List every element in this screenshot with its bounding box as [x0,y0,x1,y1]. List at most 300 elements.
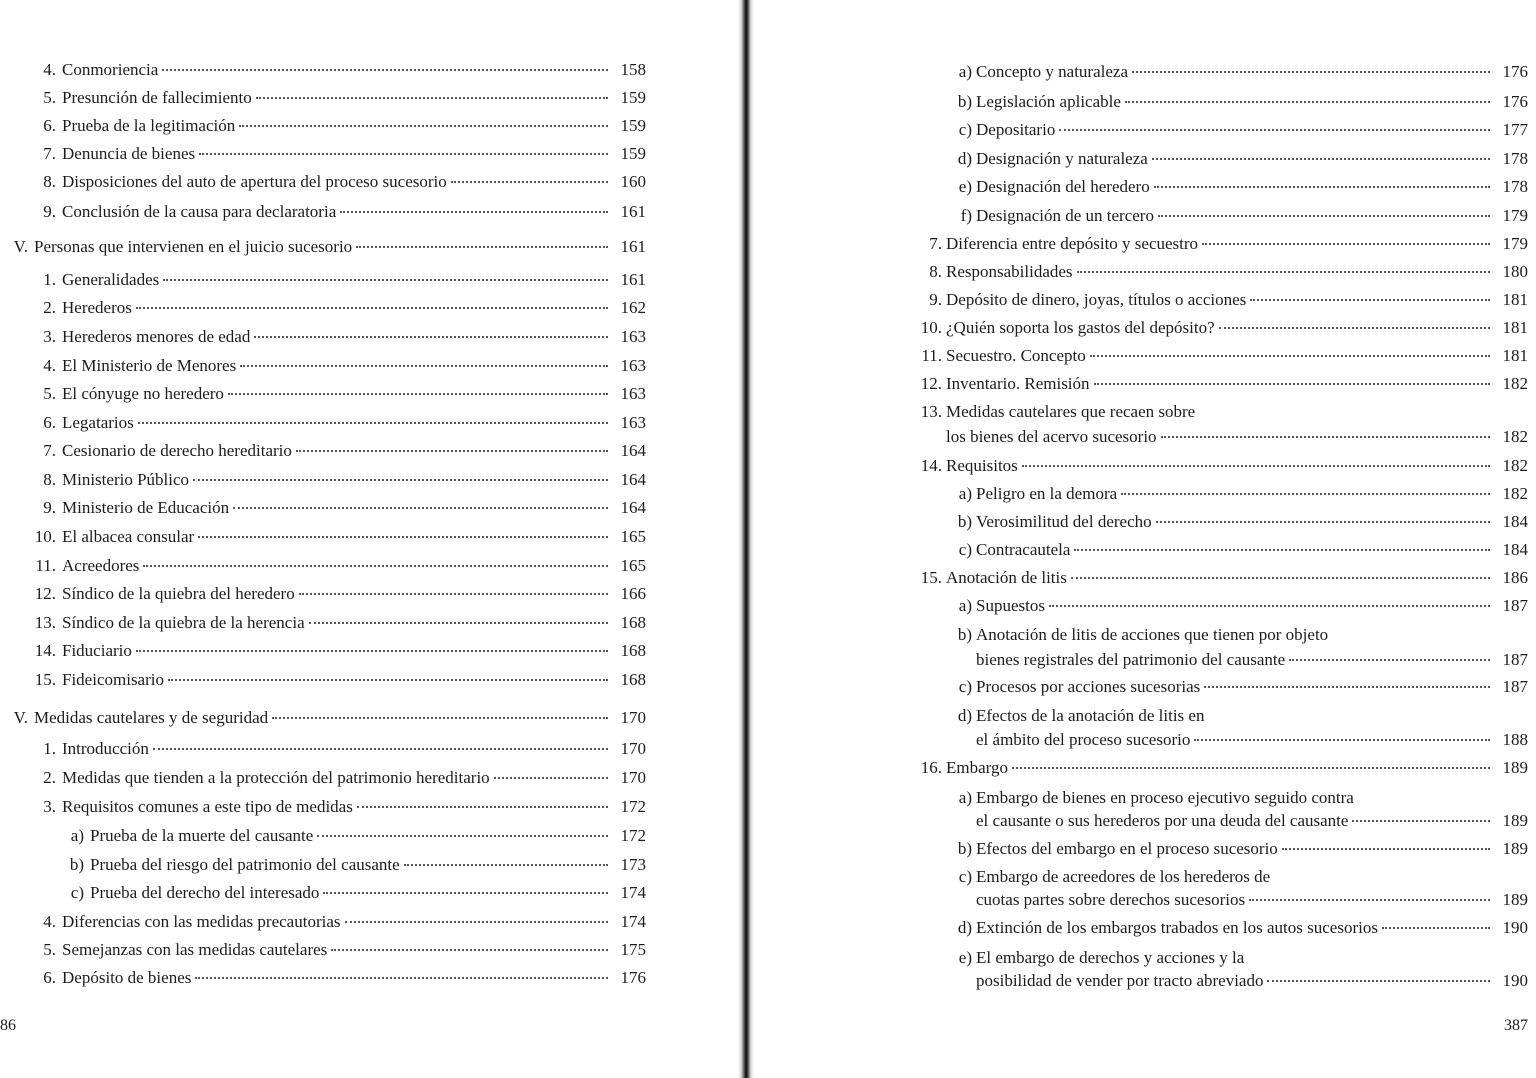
dot-leader [1152,158,1490,160]
toc-page-number: 181 [1502,318,1528,337]
toc-entry-number: f) [960,206,972,225]
toc-entry [62,527,646,547]
dot-leader [1077,271,1490,273]
toc-entry-number: 6. [43,116,56,135]
toc-page-number: 163 [620,384,646,403]
toc-entry-number: 10. [920,318,942,337]
toc-page-number: 179 [1502,234,1528,253]
toc-entry [946,290,1528,310]
toc-entry [62,470,646,490]
toc-page-number: 162 [620,298,646,317]
toc-entry [976,512,1528,532]
toc-page-number: 182 [1502,484,1528,503]
toc-entry-title: Generalidades [62,270,160,289]
toc-entry-title: Secuestro. Concepto [946,346,1086,365]
dot-leader [228,393,608,395]
dot-leader [1090,355,1490,357]
dot-leader [198,536,608,538]
toc-page-number: 168 [620,613,646,632]
toc-entry-number: b) [957,92,972,111]
toc-entry [976,918,1528,938]
toc-entry-title: Prueba del derecho del interesado [90,883,320,902]
dot-leader [193,479,608,481]
dot-leader [356,246,608,248]
dot-leader [1059,129,1490,131]
toc-entry-title: Introducción [62,739,149,758]
toc-entry-title: Requisitos comunes a este tipo de medidas [62,797,353,816]
toc-page-number: 189 [1502,758,1528,777]
toc-entry [976,92,1528,112]
toc-page-number: 170 [620,768,646,787]
dot-leader [296,450,608,452]
toc-page-number: 168 [620,641,646,660]
toc-entry-title: Ministerio de Educación [62,498,230,517]
dot-leader [136,307,608,309]
toc-entry-number: b) [957,625,972,644]
toc-entry-title: Requisitos [946,456,1018,475]
toc-entry-number: 7. [43,144,56,163]
toc-entry-title: Anotación de litis [946,568,1067,587]
toc-entry-number: V. [13,237,28,256]
toc-entry [62,670,646,690]
toc-entry-number: 8. [43,172,56,191]
book-gutter [738,0,754,1078]
dot-leader [1194,739,1490,741]
toc-entry [90,855,646,875]
toc-page-number: 177 [1502,120,1528,139]
dot-leader [1204,686,1490,688]
dot-leader [254,336,608,338]
toc-entry-number: 14. [34,641,56,660]
toc-entry-title: Disposiciones del auto de apertura del proceso sucesorio [62,172,447,191]
toc-entry-number: 4. [43,60,56,79]
toc-entry-title: Extinción de los embargos trabados en los autos sucesorios [976,918,1378,937]
dot-leader [1282,848,1490,850]
toc-entry [62,327,646,347]
toc-entry-number: d) [957,149,972,168]
toc-entry-title: Concepto y naturaleza [976,62,1128,81]
toc-entry-title: El embargo de derechos y acciones y la [976,948,1245,967]
right-page [764,0,1536,1078]
toc-entry-title: Inventario. Remisión [946,374,1090,393]
toc-entry [62,498,646,518]
toc-entry-title: Denuncia de bienes [62,144,196,163]
toc-entry-title: Embargo de bienes en proceso ejecutivo seguido contra [976,788,1354,807]
toc-entry [946,374,1528,394]
toc-entry-number: 8. [43,470,56,489]
toc-page-number: 161 [620,202,646,221]
toc-page-number: 179 [1502,206,1528,225]
dot-leader [239,125,608,127]
toc-entry-number: 5. [43,940,56,959]
toc-entry [946,427,1528,447]
toc-entry [90,883,646,903]
toc-page-number: 176 [1502,92,1528,111]
toc-entry [34,708,646,728]
toc-entry [62,413,646,433]
toc-entry [62,584,646,604]
toc-entry [976,206,1528,226]
dot-leader [256,97,608,99]
dot-leader [1219,327,1490,329]
toc-entry-title: Anotación de litis de acciones que tienen por objeto [976,625,1329,644]
toc-entry [62,270,646,290]
toc-entry-number: c) [70,883,84,902]
toc-entry-number: c) [958,540,972,559]
dot-leader [233,507,608,509]
toc-entry [976,971,1528,991]
toc-entry [946,318,1528,338]
toc-entry-title-continuation: bienes registrales del patrimonio del causante [976,650,1286,669]
toc-entry [976,650,1528,670]
toc-entry [62,88,646,108]
dot-leader [1154,186,1490,188]
toc-entry-number: 10. [34,527,56,546]
toc-entry [946,456,1528,476]
page-number-right: 387 [1504,1017,1528,1034]
toc-entry [976,839,1528,859]
toc-entry-title-continuation: cuotas partes sobre derechos sucesorios [976,890,1246,909]
dot-leader [1121,493,1490,495]
toc-entry-title: ¿Quién soporta los gastos del depósito? [946,318,1215,337]
toc-entry-title: Cesionario de derecho hereditario [62,441,292,460]
toc-entry [62,298,646,318]
toc-page-number: 189 [1502,890,1528,909]
dot-leader [1132,71,1490,73]
toc-page-number: 172 [620,797,646,816]
toc-page-number: 168 [620,670,646,689]
toc-entry-title: Contracautela [976,540,1071,559]
toc-page-number: 174 [620,912,646,931]
dot-leader [1352,820,1490,822]
toc-page-number: 176 [1502,62,1528,81]
toc-entry [62,739,646,759]
toc-entry-number: 9. [43,202,56,221]
toc-entry-title-continuation: posibilidad de vender por tracto abreviado [976,971,1264,990]
dot-leader [1289,659,1490,661]
toc-entry-title: Fideicomisario [62,670,164,689]
toc-entry-title-continuation: el ámbito del proceso sucesorio [976,730,1191,749]
toc-page-number: 180 [1502,262,1528,281]
toc-entry-number: c) [958,677,972,696]
toc-page-number: 184 [1502,512,1528,531]
toc-entry-number: 11. [921,346,942,365]
toc-entry-number: 2. [43,768,56,787]
toc-entry-number: a) [70,826,84,845]
toc-entry [976,890,1528,910]
toc-entry [62,144,646,164]
toc-entry-number: a) [958,596,972,615]
dot-leader [136,650,608,652]
page-number-left: 86 [0,1017,16,1034]
toc-page-number: 164 [620,441,646,460]
toc-entry-title: Herederos menores de edad [62,327,251,346]
toc-entry-number: e) [958,948,972,967]
dot-leader [272,717,608,719]
dot-leader [153,748,608,750]
toc-entry-title: Legatarios [62,413,134,432]
toc-entry [62,912,646,932]
toc-entry [946,346,1528,366]
toc-entry-title: Procesos por acciones sucesorias [976,677,1201,696]
toc-page-number: 158 [620,60,646,79]
toc-page-number: 172 [620,826,646,845]
toc-entry [62,202,646,222]
toc-entry-number: 13. [34,613,56,632]
dot-leader [331,949,608,951]
dot-leader [1074,549,1490,551]
dot-leader [494,777,608,779]
toc-entry-title: Efectos del embargo en el proceso sucesorio [976,839,1278,858]
toc-page-number: 159 [620,116,646,135]
toc-entry-number: 12. [920,374,942,393]
dot-leader [163,279,608,281]
toc-entry-number: 15. [920,568,942,587]
toc-entry-number: 1. [43,739,56,758]
toc-entry-number: 13. [920,402,942,421]
toc-entry-title: Síndico de la quiebra del heredero [62,584,295,603]
dot-leader [138,422,608,424]
toc-page-number: 170 [620,739,646,758]
toc-page-number: 159 [620,88,646,107]
toc-entry-number: 5. [43,384,56,403]
toc-page-number: 176 [620,968,646,987]
toc-entry-number: d) [957,918,972,937]
toc-entry [946,758,1528,778]
toc-page-number: 173 [620,855,646,874]
toc-page-number: 161 [620,270,646,289]
toc-entry [62,60,646,80]
toc-entry-title: Conmoriencia [62,60,159,79]
toc-entry [62,797,646,817]
toc-entry-title: El Ministerio de Menores [62,356,237,375]
toc-page-number: 178 [1502,177,1528,196]
toc-entry-title: Prueba de la legitimación [62,116,236,135]
toc-page-number: 165 [620,556,646,575]
toc-entry-title: Herederos [62,298,132,317]
dot-leader [345,921,609,923]
dot-leader [1094,383,1490,385]
toc-page-number: 170 [620,708,646,727]
toc-entry-title: Embargo [946,758,1009,777]
toc-entry [976,120,1528,140]
toc-entry [976,730,1528,750]
toc-entry-title: Medidas cautelares que recaen sobre [946,402,1196,421]
toc-page-number: 165 [620,527,646,546]
dot-leader [357,806,608,808]
toc-page-number: 187 [1502,596,1528,615]
toc-entry-number: c) [958,120,972,139]
toc-page-number: 181 [1502,290,1528,309]
toc-page-number: 160 [620,172,646,191]
toc-entry [62,940,646,960]
toc-entry-number: 15. [34,670,56,689]
toc-entry [62,384,646,404]
toc-page-number: 164 [620,470,646,489]
toc-entry-number: 8. [929,262,942,281]
toc-entry-title: Legislación aplicable [976,92,1121,111]
toc-entry-number: b) [69,855,84,874]
toc-page-number: 188 [1502,730,1528,749]
toc-entry-number: c) [958,867,972,886]
toc-entry [62,556,646,576]
toc-entry-number: 16. [920,758,942,777]
toc-page-number: 164 [620,498,646,517]
dot-leader [1202,243,1490,245]
toc-page-number: 166 [620,584,646,603]
toc-entry-title: El cónyuge no heredero [62,384,224,403]
toc-entry [976,811,1528,831]
toc-entry-number: a) [958,788,972,807]
toc-entry-title: Prueba de la muerte del causante [90,826,314,845]
toc-entry-number: 5. [43,88,56,107]
toc-entry-title-continuation: el causante o sus herederos por una deuda del causante [976,811,1349,830]
toc-entry [976,596,1528,616]
dot-leader [195,977,608,979]
dot-leader [1249,899,1490,901]
toc-entry-number: 3. [43,327,56,346]
toc-entry-title: Depositario [976,120,1056,139]
dot-leader [168,679,608,681]
toc-entry-title: Prueba del riesgo del patrimonio del causante [90,855,400,874]
toc-entry-number: e) [958,177,972,196]
dot-leader [1071,577,1490,579]
toc-page-number: 182 [1502,456,1528,475]
toc-entry-title: Designación y naturaleza [976,149,1148,168]
toc-entry-number: 7. [929,234,942,253]
toc-page-number: 175 [620,940,646,959]
toc-entry-number: 1. [43,270,56,289]
dot-leader [1022,465,1490,467]
toc-entry-number: 4. [43,912,56,931]
dot-leader [1382,927,1490,929]
toc-entry-title: Efectos de la anotación de litis en [976,706,1205,725]
toc-entry [946,568,1528,588]
toc-entry-number: b) [957,512,972,531]
dot-leader [299,593,608,595]
toc-entry [62,356,646,376]
toc-entry-number: 14. [920,456,942,475]
toc-entry [976,677,1528,697]
toc-page-number: 161 [620,237,646,256]
toc-entry-title: Embargo de acreedores de los herederos de [976,867,1271,886]
toc-entry-number: a) [958,484,972,503]
toc-entry-title: Supuestos [976,596,1045,615]
dot-leader [1012,767,1490,769]
dot-leader [309,622,608,624]
toc-entry [62,613,646,633]
toc-entry-title: Responsabilidades [946,262,1073,281]
toc-entry-title: Depósito de bienes [62,968,192,987]
toc-page-number: 187 [1502,650,1528,669]
toc-page-number: 163 [620,356,646,375]
toc-entry-title: Ministerio Público [62,470,190,489]
toc-page-number: 163 [620,413,646,432]
toc-entry-title: Designación del heredero [976,177,1150,196]
dot-leader [317,835,608,837]
toc-entry-title: Peligro en la demora [976,484,1118,503]
toc-entry-title: El albacea consular [62,527,195,546]
toc-page-number: 190 [1502,918,1528,937]
toc-entry-number: 3. [43,797,56,816]
dot-leader [1250,299,1490,301]
toc-entry-title: Acreedores [62,556,140,575]
toc-entry-title: Fiduciario [62,641,132,660]
dot-leader [1267,980,1490,982]
dot-leader [1158,215,1490,217]
left-page [0,0,730,1078]
toc-entry-title: Medidas cautelares y de seguridad [34,708,269,727]
dot-leader [143,565,608,567]
toc-entry-number: 12. [34,584,56,603]
toc-entry [62,968,646,988]
toc-entry [34,237,646,257]
toc-page-number: 184 [1502,540,1528,559]
toc-entry-number: a) [958,62,972,81]
toc-entry-title: Presunción de fallecimiento [62,88,252,107]
dot-leader [162,69,608,71]
toc-entry [62,116,646,136]
toc-entry [976,62,1528,82]
toc-entry-title: Síndico de la quiebra de la herencia [62,613,305,632]
toc-page-number: 181 [1502,346,1528,365]
toc-entry [976,484,1528,504]
toc-entry-title: Depósito de dinero, joyas, títulos o acciones [946,290,1247,309]
toc-entry [946,234,1528,254]
toc-entry-title: Conclusión de la causa para declaratoria [62,202,337,221]
toc-entry-title: Personas que intervienen en el juicio sucesorio [34,237,353,256]
toc-entry-number: 6. [43,413,56,432]
toc-page-number: 174 [620,883,646,902]
toc-page-number: 178 [1502,149,1528,168]
toc-entry-number: 9. [43,498,56,517]
toc-entry-title: Verosimilitud del derecho [976,512,1152,531]
dot-leader [199,153,608,155]
toc-entry-number: d) [957,706,972,725]
toc-entry-number: 7. [43,441,56,460]
toc-page-number: 159 [620,144,646,163]
toc-page-number: 189 [1502,811,1528,830]
dot-leader [1125,101,1490,103]
toc-page-number: 182 [1502,374,1528,393]
toc-entry-number: 11. [35,556,56,575]
dot-leader [1049,605,1490,607]
dot-leader [240,365,608,367]
toc-entry [976,540,1528,560]
toc-entry [62,768,646,788]
dot-leader [340,211,608,213]
toc-entry [62,172,646,192]
toc-page-number: 186 [1502,568,1528,587]
toc-entry-title: Diferencias con las medidas precautorias [62,912,341,931]
dot-leader [1156,521,1490,523]
toc-entry-number: 4. [43,356,56,375]
toc-entry-number: 9. [929,290,942,309]
toc-entry [946,262,1528,282]
toc-entry [62,441,646,461]
toc-page-number: 189 [1502,839,1528,858]
toc-entry-number: 2. [43,298,56,317]
toc-entry-title-continuation: los bienes del acervo sucesorio [946,427,1157,446]
toc-entry [976,177,1528,197]
toc-entry-number: 6. [43,968,56,987]
dot-leader [451,181,608,183]
toc-entry-title: Designación de un tercero [976,206,1154,225]
toc-page-number: 187 [1502,677,1528,696]
dot-leader [404,864,608,866]
toc-entry [62,641,646,661]
toc-entry-title: Diferencia entre depósito y secuestro [946,234,1199,253]
